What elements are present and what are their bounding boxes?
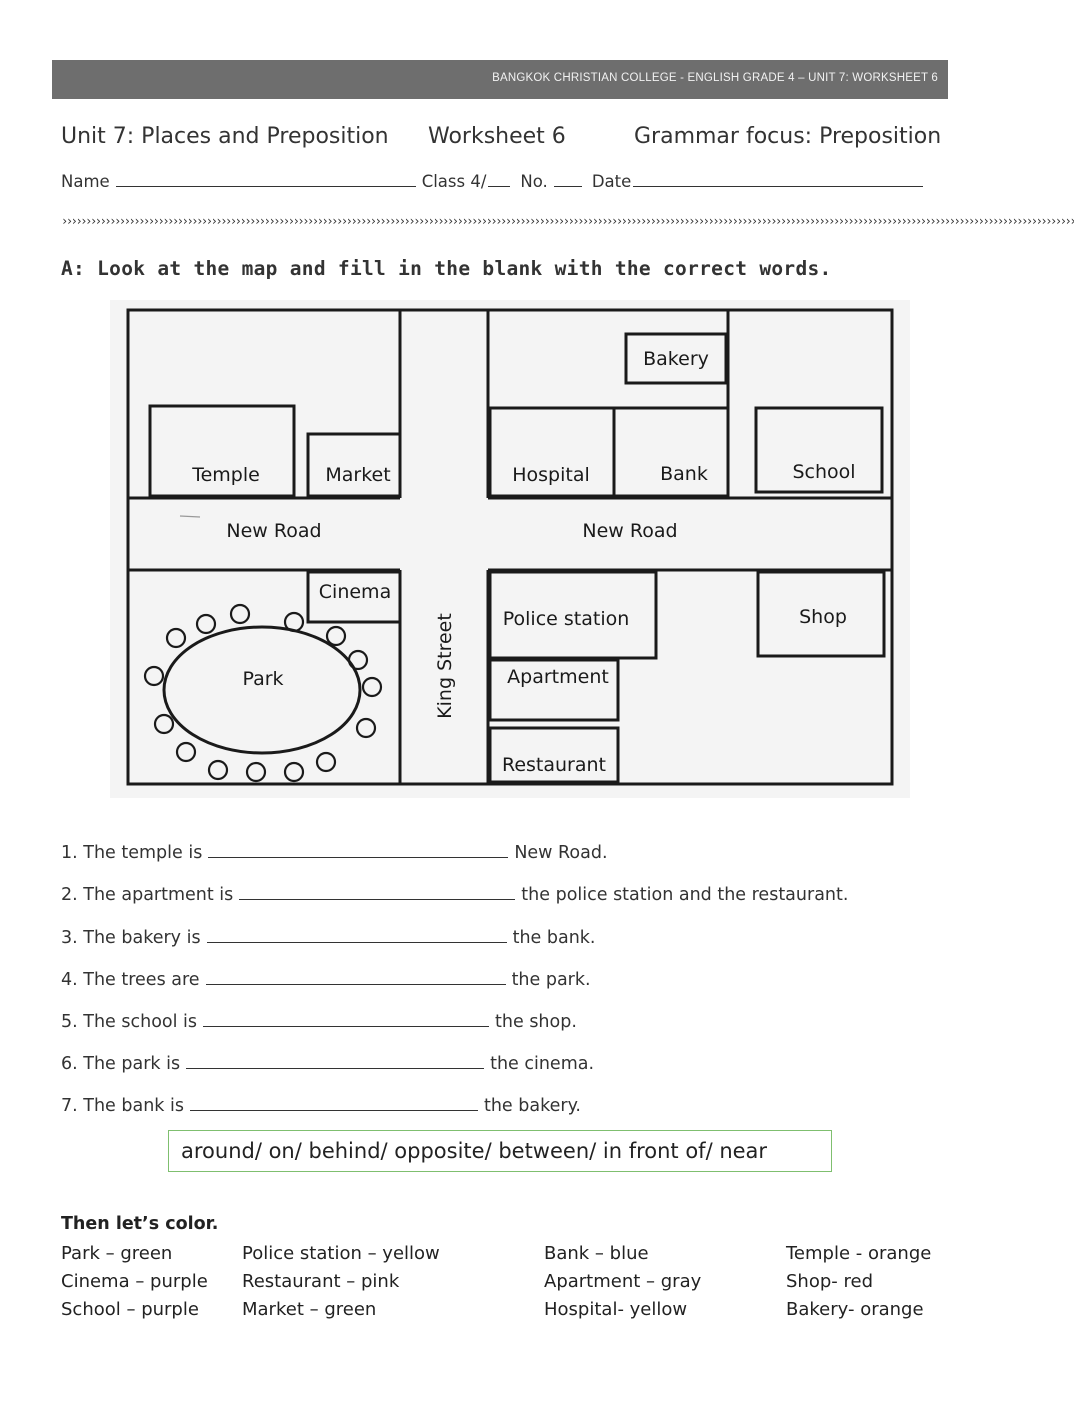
class-field[interactable]	[488, 186, 510, 187]
color-item: School – purple	[61, 1299, 199, 1320]
hospital-label: Hospital	[512, 464, 590, 486]
color-item: Hospital- yellow	[544, 1299, 688, 1320]
police-station-label: Police station	[502, 608, 630, 630]
restaurant-label: Restaurant	[501, 754, 607, 776]
answer-blank-4[interactable]	[206, 983, 506, 985]
chevron-divider: ››››››››››››››››››››››››››››››››››››››››››››››››››››››››››››››››››››››››››››››››››››››››››››››››››››››››››››››››››››››››››››››››››››››››››››››››››››››››››››››››››››››››››››››››››››››››››››››››››››››››››››››››››	[61, 214, 1074, 228]
number-label: No.	[520, 172, 548, 191]
answer-blank-3[interactable]	[207, 941, 507, 943]
color-item: Bakery- orange	[786, 1299, 924, 1320]
bank-label: Bank	[660, 463, 708, 485]
question-6: 6. The park is the cinema.	[61, 1054, 595, 1074]
color-item: Park – green	[61, 1243, 173, 1264]
new-road-right-label: New Road	[582, 520, 678, 542]
town-map	[110, 300, 910, 798]
number-field[interactable]	[554, 186, 582, 187]
worksheet-title: Worksheet 6	[428, 124, 566, 149]
word-bank: around/ on/ behind/ opposite/ between/ in front of/ near	[168, 1130, 832, 1172]
bakery-label: Bakery	[643, 348, 709, 370]
color-item: Apartment – gray	[544, 1271, 702, 1292]
grammar-focus: Grammar focus: Preposition	[634, 124, 942, 149]
new-road-left-label: New Road	[226, 520, 322, 542]
apartment-label: Apartment	[507, 666, 609, 688]
question-5: 5. The school is the shop.	[61, 1012, 577, 1032]
temple-label: Temple	[192, 464, 260, 486]
color-item: Temple - orange	[786, 1243, 932, 1264]
question-1: 1. The temple is New Road.	[61, 843, 608, 863]
park-label: Park	[242, 668, 284, 690]
question-2: 2. The apartment is the police station and the restaurant.	[61, 885, 849, 905]
answer-blank-1[interactable]	[208, 856, 508, 858]
student-info-line	[61, 172, 923, 191]
unit-title: Unit 7: Places and Preposition	[61, 124, 389, 149]
color-item: Shop- red	[786, 1271, 873, 1292]
king-street-label: King Street	[434, 613, 456, 719]
question-7: 7. The bank is the bakery.	[61, 1096, 581, 1116]
name-field[interactable]	[116, 186, 416, 187]
market-label: Market	[325, 464, 391, 486]
color-item: Restaurant – pink	[242, 1271, 400, 1292]
color-item: Police station – yellow	[242, 1243, 440, 1264]
color-item: Cinema – purple	[61, 1271, 208, 1292]
map-background	[110, 300, 910, 798]
school-label: School	[792, 461, 856, 483]
banner-text: BANGKOK CHRISTIAN COLLEGE - ENGLISH GRADE 4 – UNIT 7: WORKSHEET 6	[492, 72, 938, 84]
color-section-title: Then let’s color.	[61, 1214, 219, 1234]
answer-blank-5[interactable]	[203, 1025, 489, 1027]
answer-blank-2[interactable]	[239, 898, 515, 900]
answer-blank-7[interactable]	[190, 1109, 478, 1111]
date-label: Date	[591, 172, 632, 191]
cinema-label: Cinema	[318, 581, 392, 603]
color-item: Market – green	[242, 1299, 377, 1320]
question-4: 4. The trees are the park.	[61, 970, 591, 990]
question-3: 3. The bakery is the bank.	[61, 928, 596, 948]
class-label: Class 4/	[421, 172, 487, 191]
answer-blank-6[interactable]	[186, 1067, 484, 1069]
name-label: Name	[61, 172, 110, 191]
shop-label: Shop	[799, 606, 847, 628]
color-item: Bank – blue	[544, 1243, 649, 1264]
instruction-a: A: Look at the map and fill in the blank with the correct words.	[61, 257, 832, 280]
header-banner	[52, 60, 948, 99]
date-field[interactable]	[633, 186, 923, 187]
